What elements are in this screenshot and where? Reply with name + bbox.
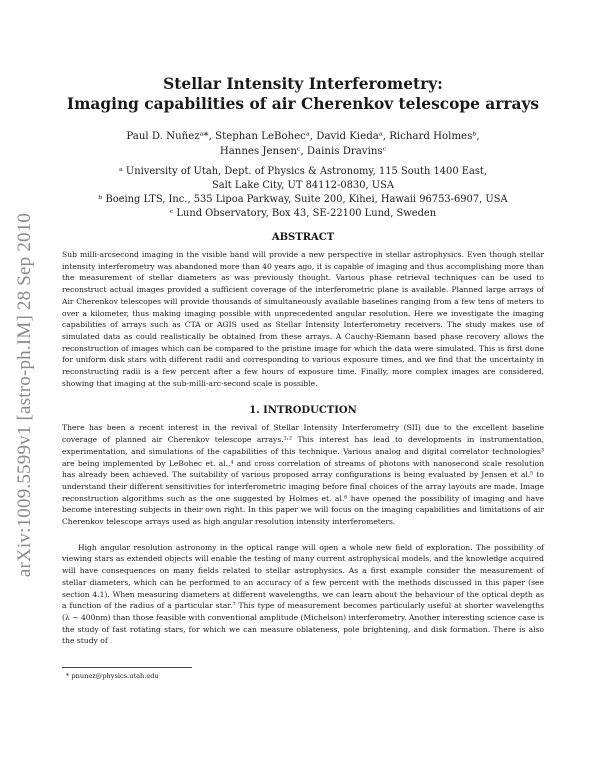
footnote-email: * pnunez@physics.utah.edu: [66, 672, 159, 680]
affiliations: [62, 165, 544, 221]
affiliation-b: ᵇ Boeing LTS, Inc., 535 Lipoa Parkway, Suite 200, Kihei, Hawaii 96753-6907, USA: [98, 194, 508, 205]
title-line-2: Imaging capabilities of air Cherenkov telescope arrays: [66, 95, 540, 113]
arxiv-stamp: [11, 185, 39, 605]
affiliation-c: ᶜ Lund Observatory, Box 43, SE-22100 Lund, Sweden: [169, 208, 437, 219]
affiliation-a-line-1: ᵃ University of Utah, Dept. of Physics & Astronomy, 115 South 1400 East,: [118, 166, 488, 177]
author-list: [62, 129, 544, 159]
title-line-1: Stellar Intensity Interferometry:: [163, 75, 443, 93]
authors-line-1: Paul D. Nuñezᵃ*, Stephan LeBohecᵃ, David Kiedaᵃ, Richard Holmesᵇ,: [126, 131, 480, 142]
intro-paragraph-1: There has been a recent interest in the revival of Stellar Intensity Interferometry (SII) due to the excellent baseline coverage of planned air Cherenkov telescope arrays.¹˒² This interest has lead to developments in instrumentation, experimentation, and simulations of the capabilities of this technique. Various analog and digital correlator technologies³ are being implemented by LeBohec et. al.,⁴ and cross correlation of streams of photons with nanosecond scale resolution has already been achieved. The suitability of various proposed array configurations is being evaluated by Jensen et al.⁵ to understand their different sensitivities for interferometric imaging before final choices of the array layouts are made. Image reconstruction algorithms such as the one suggested by Holmes et. al.⁶ have opened the possibility of imaging and have become interesting subjects in their own right. In this paper we will focus on the imaging capabilities and limitations of air Cherenkov telescope arrays used as high angular resolution intensity interferometers.: [62, 423, 544, 527]
abstract-text: Sub milli-arcsecond imaging in the visible band will provide a new perspective in stellar astrophysics. Even though stellar intensity interferometry was abandoned more than 40 years ago, it is capable of imaging and thus accomplishing more than the measurement of stellar diameters as was previously thought. Various phase retrieval techniques can be used to reconstruct actual images provided a sufficient coverage of the interferometric plane is available. Planned large arrays of Air Cherenkov telescopes will provide thousands of simultaneously available baselines ranging from a few tens of meters to over a kilometer, thus making imaging possible with unprecedented angular resolution. Here we investigate the imaging capabilities of arrays such as CTA or AGIS used as Stellar Intensity Interferometry receivers. The study makes use of simulated data as could realistically be obtained from these arrays. A Cauchy-Riemann based phase recovery allows the reconstruction of images which can be compared to the pristine image for which the data were simulated. This is first done for uniform disk stars with different radii and corresponding to various exposure times, and we find that the uncertainty in reconstructing radii is a few percent after a few hours of exposure time. Finally, more complex images are considered, showing that imaging at the sub-milli-arc-second scale is possible.: [62, 250, 544, 388]
abstract-heading: ABSTRACT: [271, 232, 335, 243]
section-heading-introduction: 1. INTRODUCTION: [249, 405, 357, 417]
arxiv-stamp-text: arXiv:1009.5599v1 [astro-ph.IM] 28 Sep 2010: [14, 212, 35, 578]
footnote-divider: [62, 667, 192, 668]
paper-page: [62, 74, 544, 647]
intro-paragraph-2: High angular resolution astronomy in the optical range will open a whole new field of exploration. The possibility of viewing stars as extended objects will enable the testing of many current astrophysical models, and the knowledge acquired will have consequences on many fields related to stellar astrophysics. As a first example consider the measurement of stellar diameters, which can be performed to an accuracy of a few percent with the methods discussed in this paper (see section 4.1). When measuring diameters at different wavelengths, we can learn about the behaviour of the optical depth as a function of the radius of a particular star.⁷ This type of measurement becomes particularly useful at shorter wavelengths (λ ∼ 400nm) than those feasible with conventional amplitude (Michelson) interferometry. Another interesting science case is the study of fast rotating stars, for which we can measure oblateness, pole brightening, and disk formation. There is also the study of: [62, 542, 544, 646]
affiliation-a-line-2: Salt Lake City, UT 84112-0830, USA: [212, 180, 394, 191]
authors-line-2: Hannes Jensenᶜ, Dainis Dravinsᶜ: [219, 146, 387, 157]
paper-title: [62, 74, 544, 114]
